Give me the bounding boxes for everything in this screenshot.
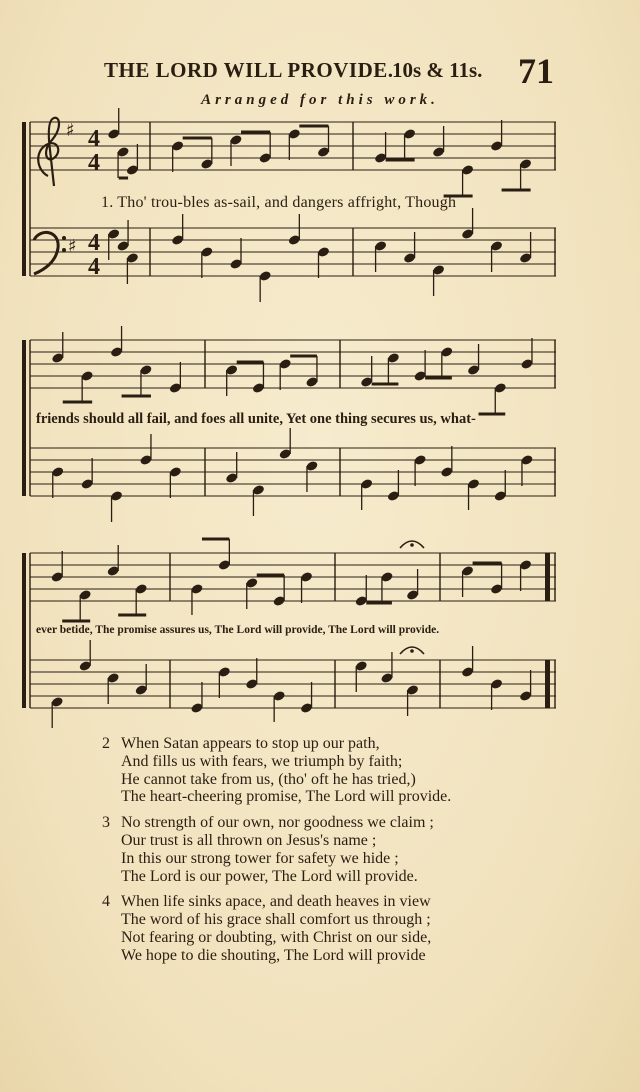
verse-line: The Lord is our power, The Lord will provide. <box>121 867 418 885</box>
verse-line: The heart-cheering promise, The Lord will provide. <box>121 788 452 806</box>
hymn-title: THE LORD WILL PROVIDE. <box>104 58 394 82</box>
system-2-lyric: friends should all fail, and foes all unite, Yet one thing secures us, what- <box>36 411 476 427</box>
time-signature: 4 <box>88 230 100 256</box>
system-2-brace <box>22 340 26 496</box>
system-1-lyric: 1. Tho' trou-bles as-sail, and dangers affright, Though <box>101 194 457 211</box>
verse-3 <box>102 814 602 885</box>
bass-clef-dot <box>62 248 66 252</box>
verse-line: And fills us with fears, we triumph by faith; <box>121 752 403 770</box>
verse-line: When Satan appears to stop up our path, <box>121 735 380 752</box>
hymn-meter: 10s & 11s. <box>392 58 483 82</box>
verse-2 <box>102 735 602 806</box>
verse-line: He cannot take from us, (tho' oft he has tried,) <box>121 770 416 788</box>
verses <box>102 735 602 973</box>
verse-line: Our trust is all thrown on Jesus's name ; <box>121 831 377 849</box>
verse-4 <box>102 893 602 964</box>
system-1-brace <box>22 122 26 276</box>
verse-line: No strength of our own, nor goodness we claim ; <box>121 814 434 832</box>
verse-line: We hope to die shouting, The Lord will provide <box>121 946 426 964</box>
verse-number: 2 <box>102 735 110 752</box>
time-signature: 4 <box>88 254 100 280</box>
key-sharp: ♯ <box>66 120 75 141</box>
system-3-brace <box>22 553 26 708</box>
verse-number: 4 <box>102 893 110 911</box>
arrangement-note: Arranged for this work. <box>201 92 439 108</box>
verse-number: 3 <box>102 814 110 832</box>
final-barline <box>545 553 550 601</box>
final-barline <box>545 660 550 708</box>
page-number: 71 <box>518 51 554 91</box>
time-signature: 4 <box>88 126 100 152</box>
key-sharp: ♯ <box>68 236 77 257</box>
bass-clef-icon <box>34 232 58 274</box>
verse-line: Not fearing or doubting, with Christ on our side, <box>121 928 432 946</box>
verse-line: The word of his grace shall comfort us through ; <box>121 911 431 929</box>
verse-line: When life sinks apace, and death heaves in view <box>121 893 431 911</box>
fermata-dot <box>410 649 414 653</box>
verse-line: In this our strong tower for safety we hide ; <box>121 849 399 867</box>
bass-clef-dot <box>62 236 66 240</box>
time-signature: 4 <box>88 150 100 176</box>
fermata-dot <box>410 543 414 547</box>
treble-clef-icon <box>38 118 59 186</box>
system-3-lyric: ever betide, The promise assures us, The Lord will provide, The Lord will provide. <box>36 624 440 636</box>
